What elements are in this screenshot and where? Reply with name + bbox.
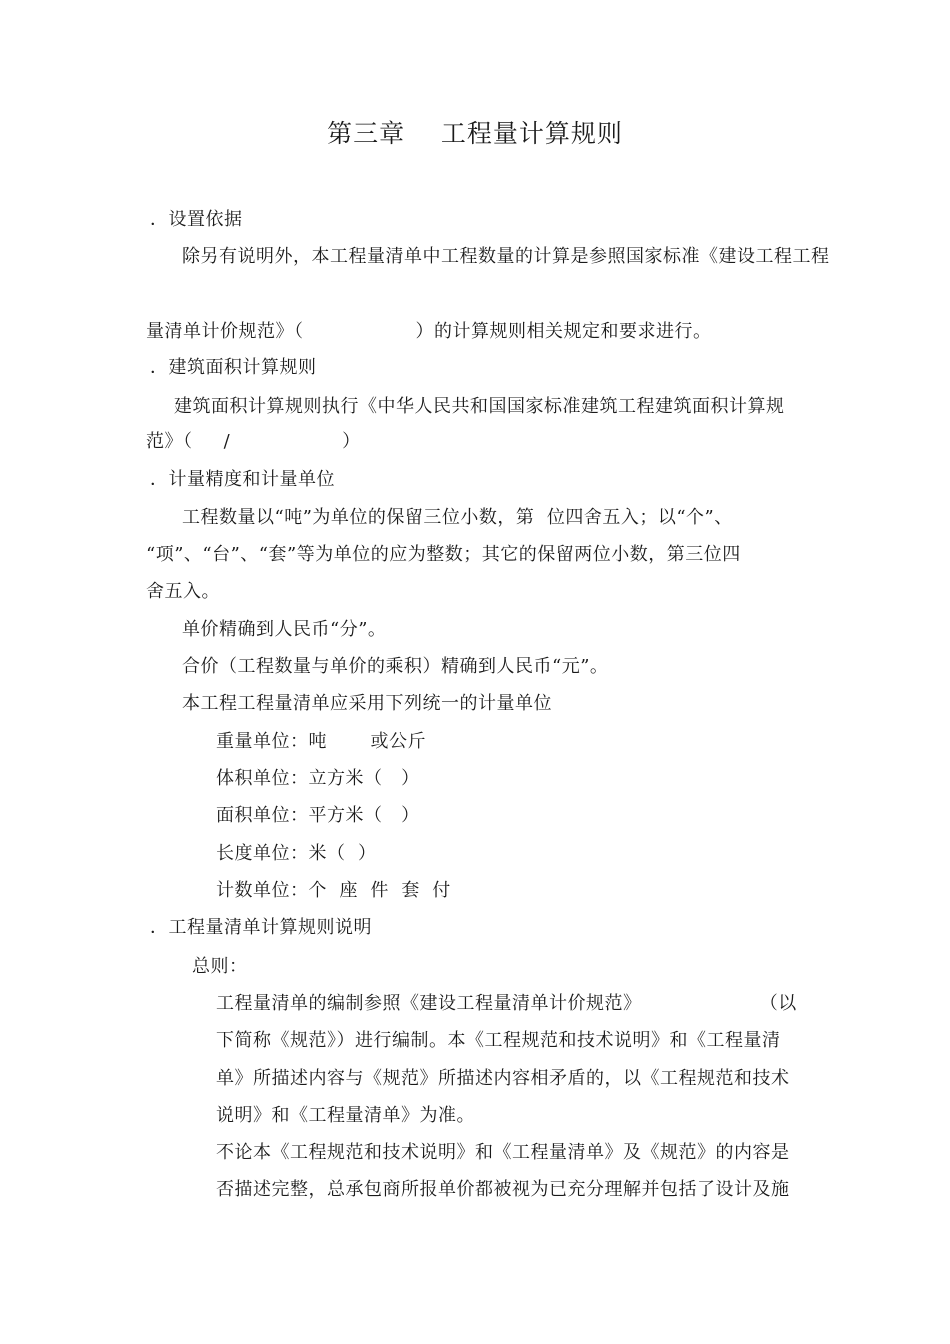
paragraph-line: 舍五入。: [146, 581, 220, 602]
paragraph-line: 不论本《工程规范和技术说明》和《工程量清单》及《规范》的内容是: [216, 1142, 790, 1163]
paragraph-line: 建筑面积计算规则执行《中华人民共和国国家标准建筑工程建筑面积计算规: [174, 396, 785, 417]
paragraph-line: 工程量清单的编制参照《建设工程量清单计价规范》 （以: [216, 993, 797, 1014]
paragraph-line: 单价精确到人民币“分”。: [182, 619, 387, 640]
paragraph-line: 合价（工程数量与单价的乘积）精确到人民币“元”。: [182, 656, 609, 677]
section-heading-rules: ．工程量清单计算规则说明: [150, 917, 372, 938]
paragraph-line: “项”、“台”、“套”等为单位的应为整数；其它的保留两位小数，第三位四: [146, 544, 741, 565]
paragraph-line: 范》（ / ）: [146, 431, 361, 452]
chapter-title: 第三章 工程量计算规则: [327, 119, 623, 148]
paragraph-line: 下简称《规范》）进行编制。本《工程规范和技术说明》和《工程量清: [216, 1030, 781, 1051]
unit-item-area: 面积单位：平方米（ ）: [216, 805, 420, 826]
paragraph-line: 除另有说明外，本工程量清单中工程数量的计算是参照国家标准《建设工程工程: [182, 246, 830, 267]
section-heading-basis: ．设置依据: [150, 209, 243, 230]
unit-item-count: 计数单位：个 座 件 套 付: [216, 880, 451, 901]
unit-item-length: 长度单位：米（ ）: [216, 843, 377, 864]
paragraph-line: 单》所描述内容与《规范》所描述内容相矛盾的，以《工程规范和技术: [216, 1068, 790, 1089]
unit-item-weight: 重量单位：吨 或公斤: [216, 731, 427, 752]
unit-item-volume: 体积单位：立方米（ ）: [216, 768, 420, 789]
paragraph-line: 本工程工程量清单应采用下列统一的计量单位: [182, 693, 552, 714]
paragraph-line: 工程数量以“吨”为单位的保留三位小数，第 位四舍五入；以“个”、: [182, 507, 733, 528]
paragraph-line: 量清单计价规范》（ ）的计算规则相关规定和要求进行。: [146, 321, 712, 342]
paragraph-line: 否描述完整，总承包商所报单价都被视为已充分理解并包括了设计及施: [216, 1179, 790, 1200]
paragraph-line: 说明》和《工程量清单》为准。: [216, 1105, 475, 1126]
section-heading-area: ．建筑面积计算规则: [150, 357, 317, 378]
section-heading-precision: ．计量精度和计量单位: [150, 469, 335, 490]
subheading-general: 总则：: [192, 956, 248, 977]
